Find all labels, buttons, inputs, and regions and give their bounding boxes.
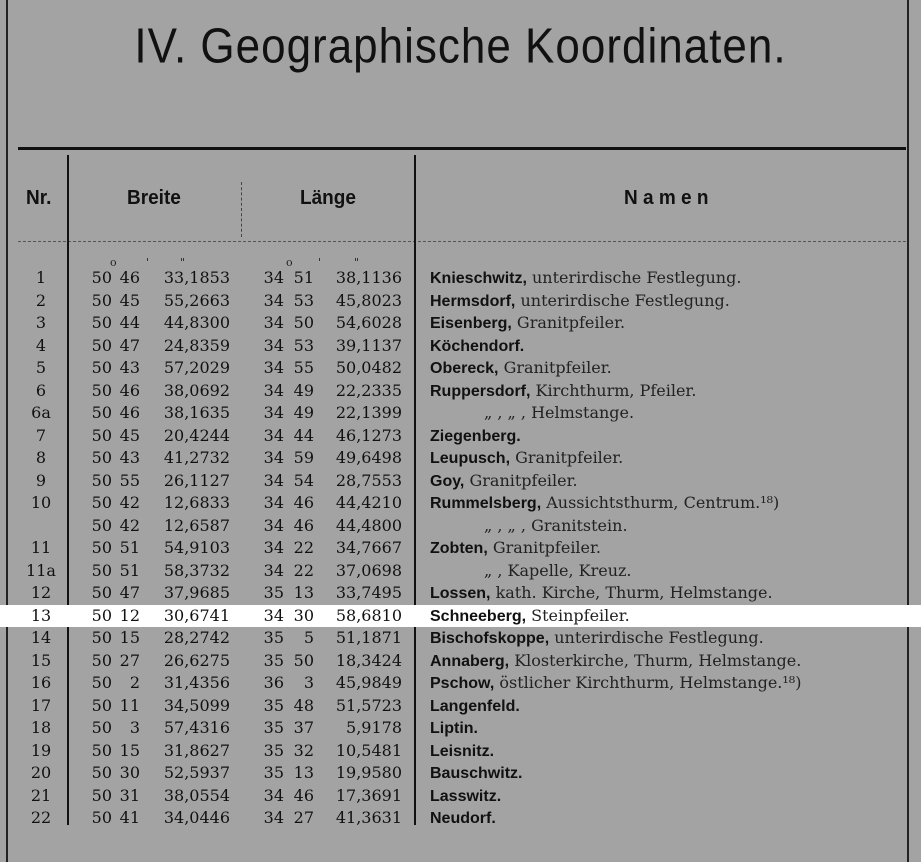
cell-bs: 31,4356 [163, 673, 230, 692]
cell-bs: 57,4316 [163, 718, 230, 737]
cell-bd: 50 [91, 560, 112, 580]
cell-ls: 45,8023 [335, 290, 402, 310]
cell-bs: 26,6275 [163, 650, 230, 670]
cell-bm: 31 [119, 785, 140, 805]
cell-bd: 50 [91, 538, 112, 557]
cell-ls: 44,4210 [335, 493, 402, 512]
cell-nr: 12 [30, 583, 52, 602]
cell-bs: 38,0692 [163, 380, 230, 400]
cell-bd: 50 [91, 628, 112, 647]
cell-lm: 49 [293, 380, 314, 400]
cell-ld: 34 [263, 448, 284, 467]
table-row [0, 807, 921, 830]
header-top-rule [18, 147, 906, 150]
cell-bs: 41,2732 [163, 448, 230, 467]
cell-bm: 47 [119, 335, 140, 355]
cell-bs: 20,4244 [163, 425, 230, 445]
cell-bd: 50 [91, 808, 112, 827]
column-divider-breite-laenge [241, 182, 242, 237]
cell-ld: 35 [263, 695, 284, 715]
place-name: Lasswitz. [430, 787, 502, 805]
cell-name [430, 312, 625, 335]
cell-ls: 46,1273 [335, 425, 402, 445]
table-row [0, 627, 921, 650]
cell-lm: 46 [293, 515, 314, 535]
cell-name [430, 357, 612, 380]
cell-nr: 11a [26, 560, 56, 580]
cell-ld: 35 [263, 583, 284, 602]
cell-ld: 34 [263, 313, 284, 332]
cell-lm: 46 [293, 785, 314, 805]
cell-lm: 55 [293, 358, 314, 377]
place-description: Granitpfeiler. [515, 448, 624, 467]
place-name: Annaberg, [430, 652, 510, 670]
cell-bs: 44,8300 [163, 313, 230, 332]
place-description: östlicher Kirchthurm, Helmstange.¹⁸) [499, 673, 802, 692]
cell-bs: 12,6587 [163, 515, 230, 535]
place-name: Eisenberg, [430, 315, 512, 332]
cell-ls: 45,9849 [335, 673, 402, 692]
cell-ls: 28,7553 [335, 470, 402, 490]
cell-bs: 52,5937 [163, 763, 230, 782]
cell-ld: 34 [263, 515, 284, 535]
cell-ls: 38,1136 [335, 268, 402, 287]
cell-lm: 53 [293, 290, 314, 310]
cell-name [430, 470, 578, 493]
cell-bd: 50 [91, 358, 112, 377]
cell-ls: 49,6498 [335, 448, 402, 467]
cell-bm: 15 [119, 628, 140, 647]
cell-bd: 50 [91, 785, 112, 805]
cell-ls: 19,9580 [335, 763, 402, 782]
cell-bd: 50 [91, 313, 112, 332]
cell-ld: 35 [263, 740, 284, 760]
unit-minute-breite: ' [146, 256, 150, 269]
cell-name [430, 627, 764, 650]
cell-name [430, 672, 801, 695]
table-row [0, 785, 921, 808]
place-name: Lossen, [430, 585, 491, 602]
place-name: Goy, [430, 472, 465, 490]
cell-ld: 34 [263, 538, 284, 557]
cell-name [430, 425, 521, 448]
cell-bs: 38,0554 [163, 785, 230, 805]
place-description: „ , Kapelle, Kreuz. [484, 560, 632, 580]
table-row [0, 582, 921, 605]
cell-ld: 34 [263, 493, 284, 512]
cell-bm: 30 [119, 763, 140, 782]
cell-bm: 43 [119, 358, 140, 377]
cell-ls: 41,3631 [335, 808, 402, 827]
place-description: unterirdische Festlegung. [532, 268, 742, 287]
place-name: Liptin. [430, 720, 478, 737]
cell-bm: 11 [119, 695, 140, 715]
table-row [0, 515, 921, 538]
unit-second-breite: " [180, 256, 186, 269]
place-description: Kirchthurm, Pfeiler. [535, 380, 697, 400]
place-description: kath. Kirche, Thurm, Helmstange. [495, 583, 773, 602]
cell-nr: 21 [30, 785, 52, 805]
cell-lm: 59 [293, 448, 314, 467]
table-row [0, 695, 921, 718]
cell-bs: 37,9685 [163, 583, 230, 602]
cell-nr: 13 [30, 605, 52, 625]
table-row [0, 470, 921, 493]
cell-ld: 34 [263, 605, 284, 625]
table-row [0, 402, 921, 425]
cell-lm: 44 [293, 425, 314, 445]
cell-ls: 50,0482 [335, 358, 402, 377]
cell-name [430, 717, 478, 740]
cell-bs: 58,3732 [163, 560, 230, 580]
cell-nr: 15 [30, 650, 52, 670]
cell-bs: 55,2663 [163, 290, 230, 310]
cell-bm: 42 [119, 515, 140, 535]
cell-lm: 3 [303, 673, 314, 692]
cell-bm: 55 [119, 470, 140, 490]
table-row [0, 267, 921, 290]
cell-bd: 50 [91, 718, 112, 737]
cell-lm: 30 [293, 605, 314, 625]
place-description: Aussichtsthurm, Centrum.¹⁸) [546, 493, 780, 512]
cell-name [430, 560, 632, 583]
cell-ld: 36 [263, 673, 284, 692]
cell-ld: 34 [263, 380, 284, 400]
cell-lm: 32 [293, 740, 314, 760]
cell-lm: 5 [303, 628, 314, 647]
header-namen: N a m e n [624, 187, 709, 210]
table-row [0, 537, 921, 560]
cell-name [430, 605, 630, 628]
place-name: Pschow, [430, 675, 495, 692]
place-name: Ruppersdorf, [430, 382, 531, 400]
cell-bm: 27 [119, 650, 140, 670]
cell-bs: 26,1127 [163, 470, 230, 490]
cell-nr: 18 [30, 718, 52, 737]
cell-bs: 33,1853 [163, 268, 230, 287]
cell-name [430, 492, 779, 515]
cell-nr: 17 [30, 695, 52, 715]
cell-lm: 37 [293, 718, 314, 737]
place-name: Leupusch, [430, 450, 511, 467]
table-row [0, 605, 921, 628]
cell-lm: 54 [293, 470, 314, 490]
place-description: Steinpfeiler. [531, 605, 630, 625]
cell-ls: 58,6810 [335, 605, 402, 625]
header-breite: Breite [127, 187, 181, 210]
cell-bs: 54,9103 [163, 538, 230, 557]
cell-name [430, 762, 522, 785]
cell-name [430, 537, 601, 560]
cell-bm: 3 [129, 718, 140, 737]
header-bottom-rule [18, 241, 906, 242]
cell-ld: 34 [263, 335, 284, 355]
table-row [0, 762, 921, 785]
cell-ls: 37,0698 [335, 560, 402, 580]
cell-nr: 20 [30, 763, 52, 782]
place-name: Bauschwitz. [430, 765, 523, 782]
cell-bd: 50 [91, 650, 112, 670]
cell-bm: 15 [119, 740, 140, 760]
cell-nr: 11 [30, 538, 52, 557]
cell-ls: 39,1137 [335, 335, 402, 355]
cell-ld: 35 [263, 628, 284, 647]
table-row [0, 650, 921, 673]
cell-lm: 50 [293, 650, 314, 670]
cell-bm: 45 [119, 425, 140, 445]
cell-ls: 51,1871 [335, 628, 402, 647]
cell-bm: 45 [119, 290, 140, 310]
cell-ld: 35 [263, 763, 284, 782]
cell-bd: 50 [91, 268, 112, 287]
header-nr: Nr. [26, 187, 52, 210]
cell-bm: 2 [129, 673, 140, 692]
place-description: „ , „ , Granitstein. [484, 515, 628, 535]
cell-nr: 5 [35, 358, 47, 377]
cell-name [430, 380, 696, 403]
place-description: unterirdische Festlegung. [520, 290, 730, 310]
cell-nr: 3 [35, 313, 47, 332]
cell-bs: 38,1635 [163, 403, 230, 422]
cell-bs: 57,2029 [163, 358, 230, 377]
cell-name [430, 582, 773, 605]
cell-bd: 50 [91, 380, 112, 400]
cell-name [430, 267, 741, 290]
cell-bd: 50 [91, 515, 112, 535]
unit-degree-breite: o [110, 256, 117, 269]
table-row [0, 312, 921, 335]
cell-bd: 50 [91, 493, 112, 512]
cell-ld: 34 [263, 268, 284, 287]
place-name: Bischofskoppe, [430, 630, 550, 647]
cell-lm: 48 [293, 695, 314, 715]
cell-bs: 34,5099 [163, 695, 230, 715]
cell-name [430, 290, 730, 313]
cell-nr: 22 [30, 808, 52, 827]
cell-nr: 8 [35, 448, 47, 467]
table-row [0, 492, 921, 515]
table-row [0, 560, 921, 583]
cell-bd: 50 [91, 335, 112, 355]
cell-bm: 51 [119, 538, 140, 557]
cell-bs: 24,8359 [163, 335, 230, 355]
cell-ld: 34 [263, 785, 284, 805]
cell-ls: 51,5723 [335, 695, 402, 715]
place-description: Granitpfeiler. [516, 313, 626, 332]
cell-bd: 50 [91, 673, 112, 692]
cell-ls: 34,7667 [335, 538, 402, 557]
cell-bd: 50 [91, 740, 112, 760]
place-name: Köchendorf. [430, 337, 525, 355]
cell-name [430, 402, 634, 425]
place-description: Granitpfeiler. [503, 358, 612, 377]
cell-bm: 43 [119, 448, 140, 467]
unit-second-laenge: " [354, 256, 360, 269]
place-name: Zobten, [430, 540, 488, 557]
page-title: IV. Geographische Koordinaten. [134, 19, 787, 74]
cell-nr: 16 [30, 673, 52, 692]
cell-bm: 46 [119, 268, 140, 287]
cell-ld: 34 [263, 808, 284, 827]
cell-lm: 27 [293, 808, 314, 827]
cell-lm: 13 [293, 763, 314, 782]
table-row [0, 290, 921, 313]
cell-name [430, 740, 494, 763]
place-description: Granitpfeiler. [492, 538, 601, 557]
place-description: „ , „ , Helmstange. [484, 403, 635, 422]
place-name: Leisnitz. [430, 742, 495, 760]
cell-bd: 50 [91, 425, 112, 445]
cell-bm: 46 [119, 403, 140, 422]
cell-ld: 34 [263, 403, 284, 422]
cell-lm: 51 [293, 268, 314, 287]
cell-name [430, 807, 496, 830]
cell-bd: 50 [91, 448, 112, 467]
cell-ls: 33,7495 [335, 583, 402, 602]
cell-name [430, 785, 501, 808]
cell-lm: 53 [293, 335, 314, 355]
cell-bs: 31,8627 [163, 740, 230, 760]
cell-bm: 44 [119, 313, 140, 332]
place-name: Langenfeld. [430, 697, 520, 715]
place-name: Obereck, [430, 360, 499, 377]
cell-nr: 1 [35, 268, 47, 287]
cell-bd: 50 [91, 403, 112, 422]
cell-bm: 12 [119, 605, 140, 625]
cell-ld: 34 [263, 290, 284, 310]
place-description: unterirdische Festlegung. [554, 628, 764, 647]
place-name: Neudorf. [430, 810, 496, 827]
cell-bm: 47 [119, 583, 140, 602]
cell-name [430, 335, 524, 358]
cell-bm: 51 [119, 560, 140, 580]
cell-bs: 30,6741 [163, 605, 230, 625]
cell-ls: 17,3691 [335, 785, 402, 805]
cell-ls: 5,9178 [346, 718, 402, 737]
cell-nr: 2 [35, 290, 47, 310]
cell-nr: 6a [31, 403, 51, 422]
cell-bm: 42 [119, 493, 140, 512]
cell-lm: 22 [293, 560, 314, 580]
cell-ld: 35 [263, 650, 284, 670]
cell-ld: 34 [263, 358, 284, 377]
table-row [0, 740, 921, 763]
place-name: Knieschwitz, [430, 270, 527, 287]
cell-name [430, 695, 520, 718]
place-name: Rummelsberg, [430, 495, 542, 512]
place-description: Klosterkirche, Thurm, Helmstange. [514, 650, 802, 670]
cell-bd: 50 [91, 290, 112, 310]
cell-bs: 28,2742 [163, 628, 230, 647]
table-row [0, 447, 921, 470]
header-laenge: Länge [300, 187, 356, 210]
cell-ld: 34 [263, 560, 284, 580]
cell-ls: 10,5481 [335, 740, 402, 760]
cell-ls: 22,2335 [335, 380, 402, 400]
table-row [0, 717, 921, 740]
cell-bd: 50 [91, 470, 112, 490]
place-name: Schneeberg, [430, 607, 527, 625]
table-row [0, 425, 921, 448]
cell-name [430, 650, 801, 673]
cell-bs: 34,0446 [163, 808, 230, 827]
cell-ls: 54,6028 [335, 313, 402, 332]
cell-ld: 34 [263, 425, 284, 445]
cell-lm: 13 [293, 583, 314, 602]
table-row [0, 672, 921, 695]
cell-nr: 10 [30, 493, 52, 512]
cell-bs: 12,6833 [163, 493, 230, 512]
cell-ld: 34 [263, 470, 284, 490]
cell-bd: 50 [91, 605, 112, 625]
cell-ls: 18,3424 [335, 650, 402, 670]
cell-nr: 6 [35, 380, 47, 400]
cell-lm: 50 [293, 313, 314, 332]
cell-lm: 22 [293, 538, 314, 557]
cell-name [430, 515, 628, 538]
cell-bd: 50 [91, 763, 112, 782]
cell-nr: 9 [35, 470, 47, 490]
table-row [0, 357, 921, 380]
table-row [0, 335, 921, 358]
cell-nr: 7 [35, 425, 47, 445]
cell-lm: 46 [293, 493, 314, 512]
cell-nr: 4 [35, 335, 47, 355]
place-description: Granitpfeiler. [469, 470, 578, 490]
table-row [0, 380, 921, 403]
unit-degree-laenge: o [286, 256, 293, 269]
cell-name [430, 447, 623, 470]
unit-minute-laenge: ' [318, 256, 322, 269]
cell-ls: 22,1399 [335, 403, 402, 422]
cell-ld: 35 [263, 718, 284, 737]
cell-bd: 50 [91, 583, 112, 602]
cell-nr: 14 [30, 628, 52, 647]
coordinates-table-body [0, 267, 921, 830]
cell-bd: 50 [91, 695, 112, 715]
cell-ls: 44,4800 [335, 515, 402, 535]
cell-lm: 49 [293, 403, 314, 422]
place-name: Ziegenberg. [430, 427, 521, 445]
cell-bm: 41 [119, 808, 140, 827]
cell-bm: 46 [119, 380, 140, 400]
cell-nr: 19 [30, 740, 52, 760]
place-name: Hermsdorf, [430, 292, 516, 310]
